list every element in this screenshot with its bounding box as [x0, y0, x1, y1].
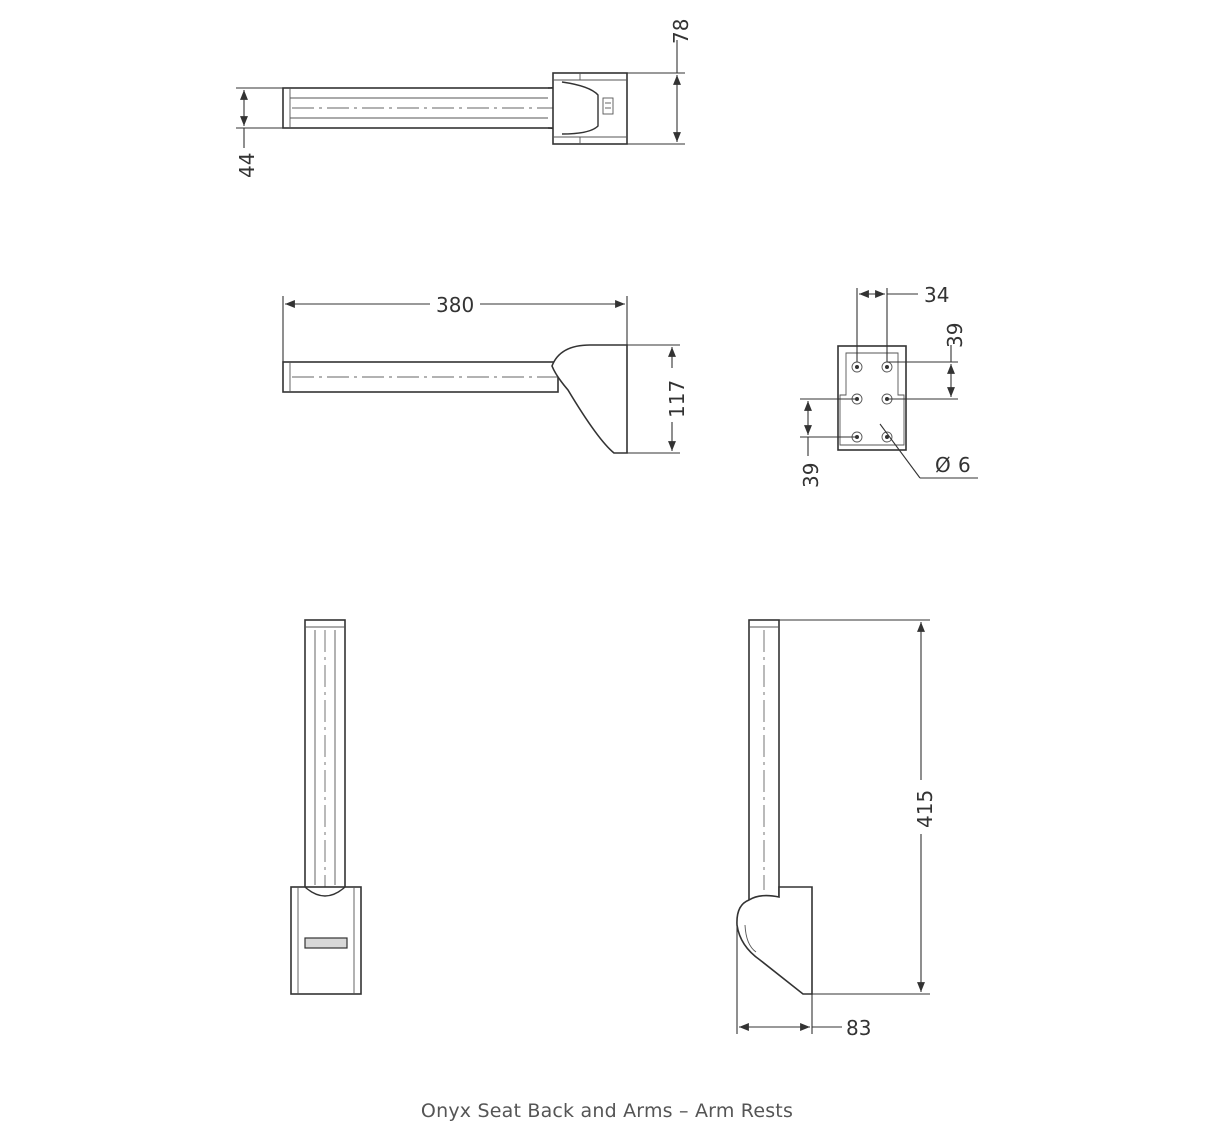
dim-83-label: 83 — [846, 1016, 872, 1040]
dim-415-label: 415 — [913, 789, 937, 828]
side-view — [283, 293, 689, 453]
dim-39-lower-label: 39 — [799, 462, 823, 488]
dim-34-label: 34 — [924, 283, 950, 307]
dim-380-label: 380 — [436, 293, 475, 317]
mounting-plate-view — [799, 283, 978, 488]
dim-117-label: 117 — [665, 379, 689, 418]
hole-diameter-symbol: Ø — [935, 453, 951, 477]
dim-78-label: 78 — [669, 18, 693, 44]
figure-caption: Onyx Seat Back and Arms – Arm Rests — [420, 1100, 794, 1122]
dim-44-label: 44 — [235, 152, 259, 178]
front-view — [737, 620, 937, 1040]
hole-diameter-label: 6 — [958, 453, 971, 477]
top-view — [235, 19, 693, 178]
dim-39-upper-label: 39 — [943, 322, 967, 348]
rear-view — [291, 620, 361, 994]
side-view-bracket — [552, 345, 627, 453]
